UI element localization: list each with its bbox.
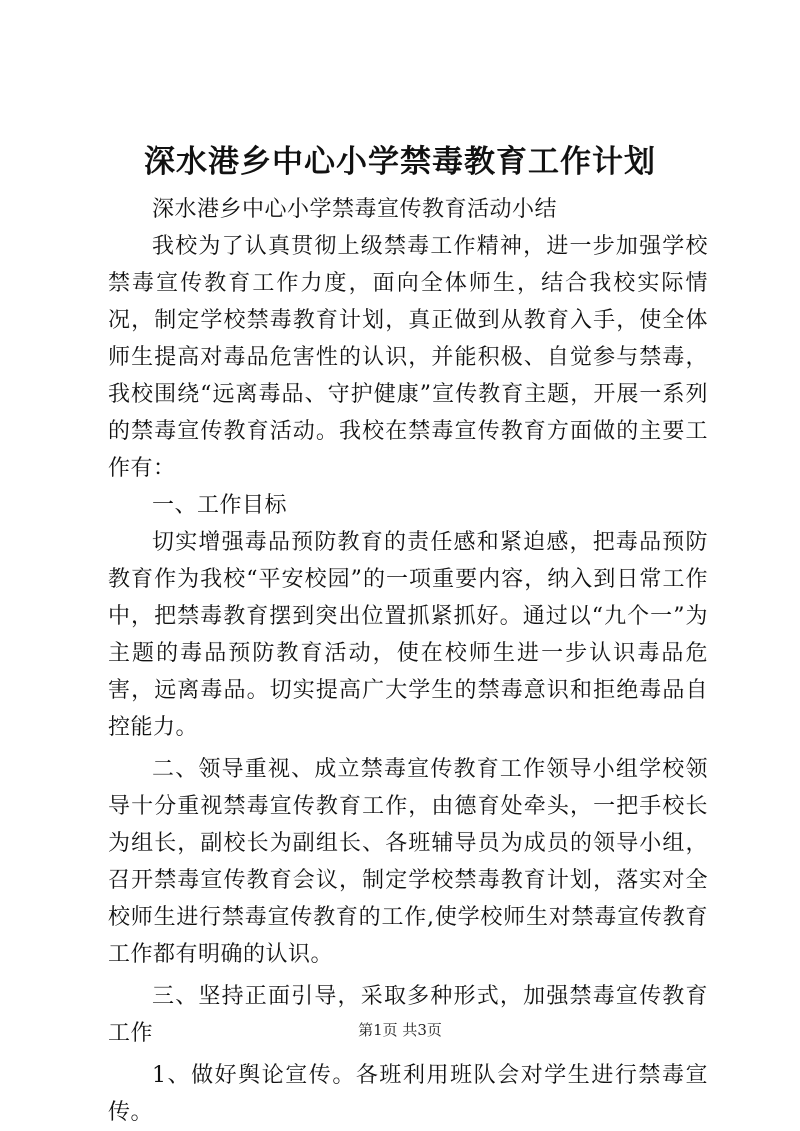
document-body	[108, 191, 708, 1131]
paragraph-heading-methods: 三、坚持正面引导，采取多种形式，加强禁毒宣传教育工作	[108, 984, 708, 1046]
paragraph-goals: 切实增强毒品预防教育的责任感和紧迫感，把毒品预防教育作为我校“平安校园”的一项重要内容，纳入到日常工作中，把禁毒教育摆到突出位置抓紧抓好。通过以“九个一”为主题的毒品预防教育活动，使在校师生进一步认识毒品危害，远离毒品。切实提高广大学生的禁毒意识和拒绝毒品自控能力。	[108, 530, 708, 740]
page-footer: 第1页 共3页	[358, 1021, 442, 1039]
document-title: 深水港乡中心小学禁毒教育工作计划	[144, 144, 656, 180]
paragraph-subtitle: 深水港乡中心小学禁毒宣传教育活动小结	[152, 197, 558, 222]
paragraph-heading-goals: 一、工作目标	[152, 493, 288, 518]
paragraph-leadership: 二、领导重视、成立禁毒宣传教育工作领导小组学校领导十分重视禁毒宣传教育工作，由德育处牵头，一把手校长为组长，副校长为副组长、各班辅导员为成员的领导小组，召开禁毒宣传教育会议，制定学校禁毒教育计划，落实对全校师生进行禁毒宣传教育的工作,使学校师生对禁毒宣传教育工作都有明确的认识。	[108, 757, 708, 967]
paragraph-publicity: 1、做好舆论宣传。各班利用班队会对学生进行禁毒宣传。	[108, 1063, 708, 1125]
paragraph-intro: 我校为了认真贯彻上级禁毒工作精神，进一步加强学校禁毒宣传教育工作力度，面向全体师生，结合我校实际情况，制定学校禁毒教育计划，真正做到从教育入手，使全体师生提高对毒品危害性的认识，并能积极、自觉参与禁毒，我校围绕“远离毒品、守护健康”宣传教育主题，开展一系列的禁毒宣传教育活动。我校在禁毒宣传教育方面做的主要工作有：	[108, 234, 708, 481]
